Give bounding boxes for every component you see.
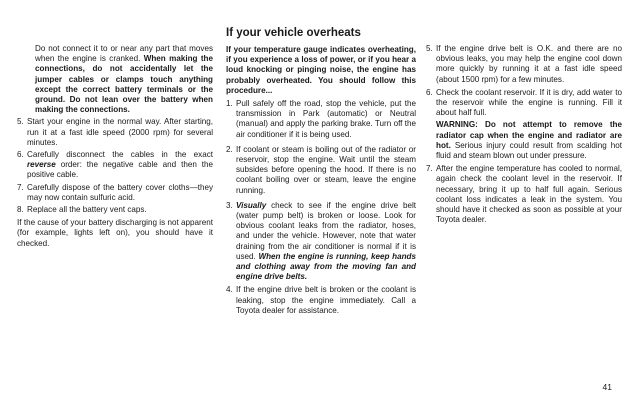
overheat-intro: If your temperature gauge indicates overheating, if you experience a loss of power, or if you hear a loud knocking or pinging noise, the engine has probably overheated. You should follow this procedure... — [226, 45, 416, 95]
closing-paragraph: If the cause of your battery discharging is not apparent (for example, lights left on), you should have it checked. — [17, 218, 213, 248]
list-item: 6. Carefully disconnect the cables in the exact reverse order: the negative cable and then the positive cable. — [17, 150, 213, 180]
jumper-warning-paragraph: Do not connect it to or near any part that moves when the engine is cranked. When making the connections, do not accidentally let the jumper cables or clamps touch anything except the correct battery terminals or the ground. Do not lean over the battery when making the connections. — [35, 44, 213, 115]
list-item: 6. Check the coolant reservoir. If it is dry, add water to the reservoir while the engine is running. Fill it about half full. WARNING: Do not attempt to remove the radiator cap when the engine and radiator are hot. Serious injury could result from scalding hot fluid and steam blown out under pressure. — [426, 87, 622, 161]
warning-paragraph: WARNING: Do not attempt to remove the radiator cap when the engine and radiator are hot. Serious injury could result from scalding hot fluid and steam blown out under pressure. — [436, 120, 622, 161]
list-item: 5. Start your engine in the normal way. After starting, run it at a fast idle speed (2000 rpm) for several minutes. — [17, 117, 213, 147]
page-number: 41 — [602, 382, 612, 392]
section-heading: If your vehicle overheats — [226, 27, 361, 39]
right-column — [426, 44, 622, 225]
list-item: 4. If the engine drive belt is broken or the coolant is leaking, stop the engine immediately. Call a Toyota dealer for assistance. — [226, 285, 416, 315]
list-item: 7. After the engine temperature has cooled to normal, again check the coolant level in the reservoir. If necessary, bring it up to half full again. Serious coolant loss indicates a leak in the system. You should have it checked as soon as possible at your Toyota dealer. — [426, 164, 622, 225]
list-item: 7. Carefully dispose of the battery cover cloths—they may now contain sulfuric acid. — [17, 182, 213, 202]
list-item: 1. Pull safely off the road, stop the vehicle, put the transmission in Park (automatic) or Neutral (manual) and apply the parking brake. Turn off the air conditioner if it is being used. — [226, 99, 416, 139]
list-item: 2. If coolant or steam is boiling out of the radiator or reservoir, stop the engine. Wait until the steam subsides before opening the hood. If there is no coolant boiling over or steam, leave the engine running. — [226, 144, 416, 195]
middle-column — [226, 27, 416, 316]
list-item: 5. If the engine drive belt is O.K. and there are no obvious leaks, you may help the engine cool down more quickly by running it at a fast idle speed (about 1500 rpm) for a few minutes. — [426, 44, 622, 84]
list-item: 3. Visually check to see if the engine drive belt (water pump belt) is broken or loose. Look for obvious coolant leaks from the radiator, hoses, and under the vehicle. However, note that water draining from the air conditioner is normal if it is used. When the engine is running, keep hands and clothing away from the moving fan and engine drive belts. — [226, 200, 416, 282]
left-column — [17, 44, 213, 249]
list-item: 8. Replace all the battery vent caps. — [17, 205, 147, 215]
